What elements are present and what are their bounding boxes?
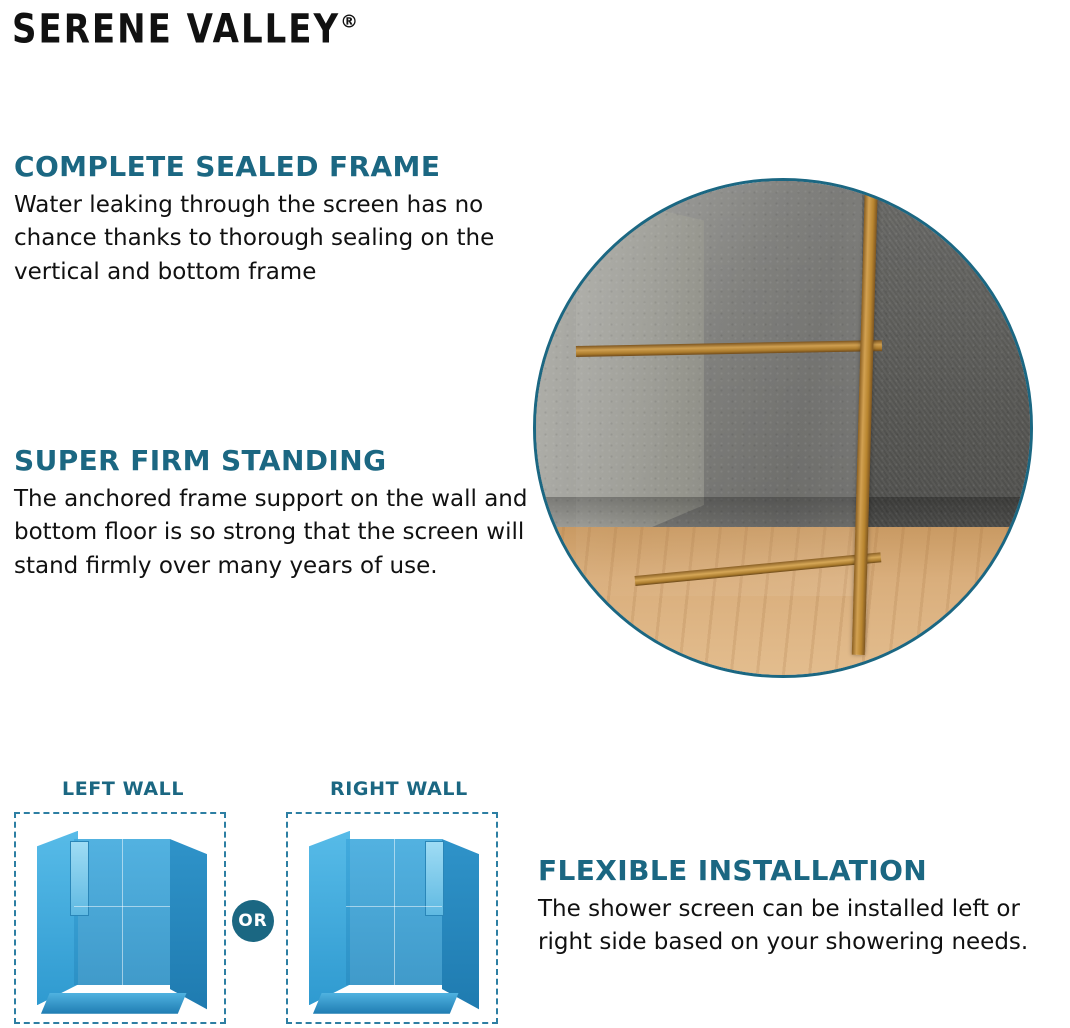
diagram-left-wall-install	[14, 812, 226, 1024]
stall-left-wall	[309, 831, 351, 1006]
brand-name: SERENE VALLEY	[12, 6, 341, 54]
left-wall-label: LEFT WALL	[62, 778, 185, 800]
feature-block-sealed-frame	[14, 152, 544, 290]
feature-body-firm-standing: The anchored frame support on the wall and bottom floor is so strong that the screen will stand firmly over many years of use.	[14, 485, 528, 579]
feature-block-flexible-installation	[538, 856, 1063, 960]
feature-block-firm-standing	[14, 446, 534, 584]
feature-heading-sealed-frame: COMPLETE SEALED FRAME	[14, 150, 441, 183]
stall-grid-line	[394, 839, 395, 985]
wood-floor	[536, 527, 1030, 675]
right-wall-label: RIGHT WALL	[330, 778, 468, 800]
photo-scene	[536, 181, 1030, 675]
stall-grid-line	[122, 839, 123, 985]
stall-base-tray	[41, 993, 187, 1014]
feature-heading-firm-standing: SUPER FIRM STANDING	[14, 444, 387, 477]
shower-screen-photo	[533, 178, 1033, 678]
stall-base-tray	[313, 993, 459, 1014]
feature-body-sealed-frame: Water leaking through the screen has no chance thanks to thorough sealing on the vertical and bottom frame	[14, 191, 495, 285]
diagram-right-wall-install	[286, 812, 498, 1024]
brand-logo	[12, 6, 358, 53]
or-badge: OR	[232, 900, 274, 942]
stall-right-wall	[442, 839, 479, 1010]
feature-heading-flexible-installation: FLEXIBLE INSTALLATION	[538, 854, 928, 887]
stall-right-wall	[170, 839, 207, 1010]
feature-body-flexible-installation: The shower screen can be installed left or right side based on your showering needs.	[538, 895, 1029, 956]
shower-stall-right	[288, 814, 496, 1022]
trademark-symbol: ®	[340, 11, 359, 33]
shower-stall-left	[16, 814, 224, 1022]
